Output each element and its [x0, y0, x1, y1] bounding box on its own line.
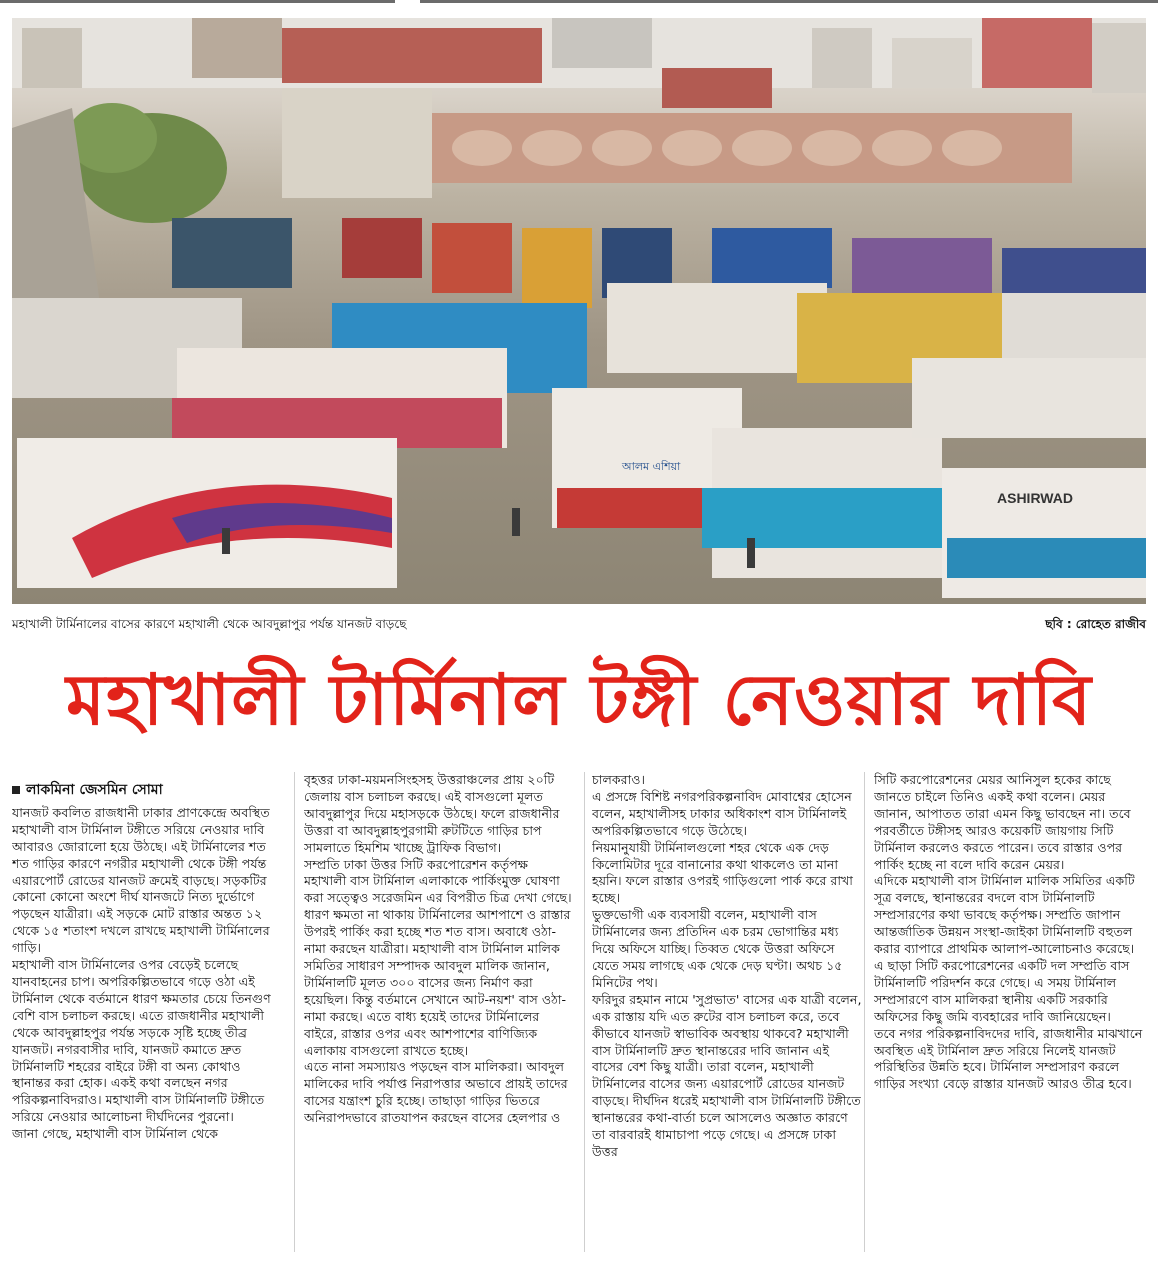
bus-sign-ashirwad: ASHIRWAD: [997, 490, 1073, 506]
bullet-icon: [12, 786, 20, 794]
column-divider: [294, 772, 295, 1252]
top-border: [0, 0, 1158, 8]
paragraph: সিটি করপোরেশনের মেয়র আনিসুল হকের কাছে জানতে চাইলে তিনিও একই কথা বলেন। মেয়র জানান, আপাতত তারা এমন কিছু ভাবছেন না। তবে পরবর্তীতে টঙ্গীসহ আরও কয়েকটি জায়গায় সিটি টার্মিনাল করলেও করতে পারেন। তবে রাস্তার ওপর পার্কিং হচ্ছে না বলে দাবি করেন মেয়র।: [874, 772, 1131, 872]
paragraph: এ প্রসঙ্গে বিশিষ্ট নগরপরিকল্পনাবিদ মোবাশ্বের হোসেন বলেন, মহাখালীসহ ঢাকার অধিকাংশ বাস টার্মিনালই অপরিকল্পিতভাবে গড়ে উঠেছে।: [592, 788, 852, 838]
photo-credit: ছবি : রোহেত রাজীব: [1045, 617, 1146, 631]
headline: মহাখালী টার্মিনাল টঙ্গী নেওয়ার দাবি: [66, 658, 1092, 741]
paragraph: ভুক্তভোগী এক ব্যবসায়ী বলেন, মহাখালী বাস টার্মিনালের জন্য প্রতিদিন এক চরম ভোগান্তির মধ্য দিয়ে অফিসে যাচ্ছি। তিব্বত থেকে উত্তরা অফিসে যেতে সময় লাগছে এক থেকে দেড় ঘণ্টা। অথচ ১৫ মিনিটের পথ।: [592, 907, 843, 990]
column-4: [874, 772, 1144, 1252]
paragraph: ফরিদুর রহমান নামে 'সুপ্রভাত' বাসের এক যাত্রী বলেন, এক রাস্তায় যদি এত রুটের বাস চলাচল করে, তবে কীভাবে যানজট স্বাভাবিক অবস্থায় থাকবে? মহাখালী বাস টার্মিনালটি দ্রুত স্থানান্তরের দাবি জানান এই বাসের বেশ কিছু যাত্রী। তারা বলেন, মহাখালী টার্মিনালের বাসের জন্য এয়ারপোর্ট রোডের যানজট বাড়ছে। দীর্ঘদিন ধরেই মহাখালী বাস টার্মিনালটি টঙ্গীতে স্থানান্তরের কথা-বার্তা চলে আসলেও অজ্ঞাত কারণে তা বারবারই ধামাচাপা পড়ে গেছে। এ প্রসঙ্গে ঢাকা উত্তর: [592, 991, 862, 1159]
photo-caption: [12, 616, 1146, 636]
column-1: [12, 772, 282, 1252]
article-body: [12, 772, 1146, 1252]
paragraph: যানজট কবলিত রাজধানী ঢাকার প্রাণকেন্দ্রে অবস্থিত মহাখালী বাস টার্মিনাল টঙ্গীতে সরিয়ে নেওয়ার দাবি আবারও জোরালো হয়ে উঠছে। এই টার্মিনালের শত শত গাড়ির কারণে নগরীর মহাখালী থেকে টঙ্গী পর্যন্ত এয়ারপোর্ট রোডের যানজট ক্রমেই বাড়ছে। সড়কটির কোনো কোনো অংশে দীর্ঘ যানজটে নিত্য দুর্ভোগে পড়ছেন যাত্রীরা। এই সড়কে মোট রাস্তার অন্তত ১২ থেকে ১৫ শতাংশ দখলে রাখছে মহাখালী টার্মিনালের গাড়ি।: [12, 804, 270, 956]
bus-sign-alam-asia: আলম এশিয়া: [622, 460, 681, 473]
paragraph: বৃহত্তর ঢাকা-ময়মনসিংহসহ উত্তরাঞ্চলের প্রায় ২০টি জেলায় বাস চলাচল করছে। এই বাসগুলো মূলত আবদুল্লাপুর দিয়ে মহাসড়কে উঠছে। ফলে রাজধানীর উত্তরা বা আবদুল্লাহপুরগামী রুটটিতে গাড়ির চাপ সামলাতে হিমশিম খাচ্ছে ট্রাফিক বিভাগ।: [304, 772, 560, 855]
caption-text: মহাখালী টার্মিনালের বাসের কারণে মহাখালী থেকে আবদুল্লাপুর পর্যন্ত যানজট বাড়ছে: [12, 617, 407, 631]
paragraph: এদিকে মহাখালী বাস টার্মিনাল মালিক সমিতির একটি সূত্র বলছে, স্থানান্তরের বদলে বাস টার্মিনালটি সম্প্রসারণের কথা ভাবছে কর্তৃপক্ষ। সম্প্রতি জাপান আন্তর্জাতিক উন্নয়ন সংস্থা-জাইকা টার্মিনালটি বহুতল করার ব্যাপারে প্রাথমিক আলাপ-আলোচনাও করেছে।: [874, 873, 1135, 957]
column-divider: [584, 772, 585, 1252]
paragraph: এতে নানা সমস্যায়ও পড়ছেন বাস মালিকরা। আবদুল মালিকের দাবি পর্যাপ্ত নিরাপত্তার অভাবে প্রায়ই তাদের বাসের যন্ত্রাংশ চুরি হচ্ছে। তাছাড়া গাড়ির ভিতরে অনিরাপদভাবে রাতযাপন করছেন বাসের হেলপার ও: [304, 1059, 568, 1126]
byline: [12, 782, 282, 799]
column-3: [592, 772, 862, 1252]
paragraph: মহাখালী বাস টার্মিনালের ওপর বেড়েই চলেছে যানবাহনের চাপ। অপরিকল্পিতভাবে গড়ে ওঠা এই টার্মিনাল থেকে বর্তমানে ধারণ ক্ষমতার চেয়ে তিনগুণ বেশি বাস চলাচল করছে। এতে রাজধানীর মহাখালী থেকে আবদুল্লাহপুর পর্যন্ত সড়কে সৃষ্টি হচ্ছে তীব্র যানজট। নগরবাসীর দাবি, যানজট কমাতে দ্রুত টার্মিনালটি শহরের বাইরে টঙ্গী বা অন্য কোথাও স্থানান্তর করা হোক। একই কথা বলছেন নগর পরিকল্পনাবিদরাও। মহাখালী বাস টার্মিনালটি টঙ্গীতে সরিয়ে নেওয়ার আলোচনা দীর্ঘদিনের পুরনো।: [12, 957, 271, 1125]
paragraph: এ ছাড়া সিটি করপোরেশনের একটি দল সম্প্রতি বাস টার্মিনালটি পরিদর্শন করে গেছে। এ সময় টার্মিনাল সম্প্রসারণে বাস মালিকরা স্থানীয় একটি সরকারি অফিসের কিছু জমি ব্যবহারের দাবি জানিয়েছেন।: [874, 957, 1130, 1024]
column-divider: [864, 772, 865, 1252]
byline-author: লাকমিনা জেসমিন সোমা: [26, 782, 163, 798]
paragraph: জানা গেছে, মহাখালী বাস টার্মিনাল থেকে: [12, 1126, 219, 1142]
column-2: [304, 772, 574, 1252]
paragraph: চালকরাও।: [592, 772, 645, 787]
paragraph: সম্প্রতি ঢাকা উত্তর সিটি করপোরেশন কর্তৃপক্ষ মহাখালী বাস টার্মিনাল এলাকাকে পার্কিংমুক্ত ঘোষণা করা সত্ত্বেও সরেজমিন এর বিপরীত চিত্র দেখা গেছে। ধারণ ক্ষমতা না থাকায় টার্মিনালের আশপাশে ও রাস্তার উপরই পার্কিং করা হচ্ছে শত শত বাস। অবাধে ওঠা-নামা করছেন যাত্রীরা। মহাখালী বাস টার্মিনাল মালিক সমিতির সাধারণ সম্পাদক আবদুল মালিক জানান, টার্মিনালটি মূলত ৩০০ বাসের জন্য নির্মাণ করা হয়েছিল। কিন্তু বর্তমানে সেখানে আট-নয়শ' বাস ওঠা-নামা করছে। এতে বাধ্য হয়েই তাদের টার্মিনালের বাইরে, রাস্তার ওপর এবং আশপাশের বাণিজ্যিক এলাকায় বাসগুলো রাখতে হচ্ছে।: [304, 856, 572, 1058]
paragraph: তবে নগর পরিকল্পনাবিদদের দাবি, রাজধানীর মাঝখানে অবস্থিত এই টার্মিনাল দ্রুত সরিয়ে নিলেই যানজট পরিস্থিতির উন্নতি হবে। টার্মিনাল সম্প্রসারণ করলে গাড়ির সংখ্যা বেড়ে রাস্তার যানজট আরও তীব্র হবে।: [874, 1025, 1143, 1092]
bus-terminal-photo: [12, 18, 1146, 604]
paragraph: নিয়মানুযায়ী টার্মিনালগুলো শহর থেকে এক দেড় কিলোমিটার দূরে বানানোর কথা থাকলেও তা মানা হয়নি। ফলে রাস্তার ওপরই গাড়িগুলো পার্ক করে রাখা হচ্ছে।: [592, 839, 853, 906]
